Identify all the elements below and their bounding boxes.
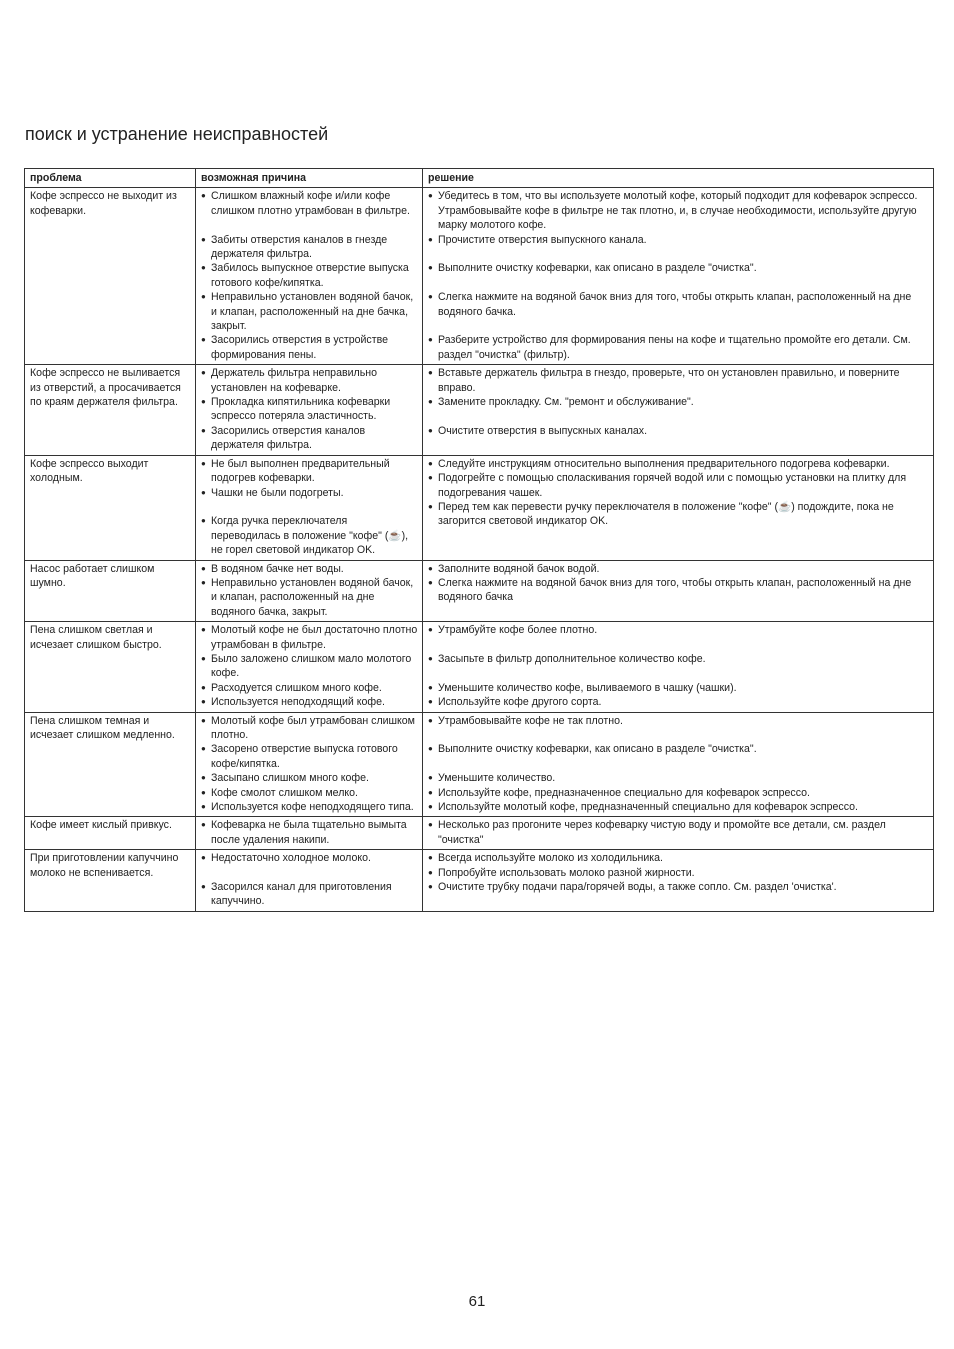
cause-item: ● В водяном бачке нет воды. (201, 562, 418, 576)
cause-cell (196, 622, 423, 712)
solution-item: ● Попробуйте использовать молоко разной жирности. (428, 866, 929, 880)
cause-item: ● Кофеварка не была тщательно вымыта после удаления накипи. (201, 818, 418, 847)
cause-item: ● Было заложено слишком мало молотого кофе. (201, 652, 418, 681)
cause-item: ● Используется кофе неподходящего типа. (201, 800, 418, 814)
cause-item: ● Слишком влажный кофе и/или кофе слишком плотно утрамбован в фильтре. (201, 189, 418, 218)
cause-item: ● Не был выполнен предварительный подогрев кофеварки. (201, 457, 418, 486)
cause-item: ● Засорился канал для приготовления капуччино. (201, 880, 418, 909)
solution-item: ● Очистите отверстия в выпускных каналах. (428, 424, 929, 438)
cause-cell (196, 817, 423, 850)
solution-item: ● Заполните водяной бачок водой. (428, 562, 929, 576)
table-row (25, 560, 934, 622)
cause-item: ● Молотый кофе не был достаточно плотно утрамбован в фильтре. (201, 623, 418, 652)
table-row (25, 188, 934, 365)
cause-item: ● Кофе смолот слишком мелко. (201, 786, 418, 800)
cause-item: ● Когда ручка переключателя переводилась в положение "кофе" (☕), не горел световой индикатор OK. (201, 514, 418, 557)
problem-cell: Пена слишком темная и исчезает слишком медленно. (25, 712, 196, 817)
cause-item: ● Засорились отверстия каналов держателя фильтра. (201, 424, 418, 453)
solution-item: ● Вставьте держатель фильтра в гнездо, проверьте, что он установлен правильно, и поверните вправо. (428, 366, 929, 395)
solution-cell (423, 188, 934, 365)
table-row (25, 622, 934, 712)
solution-cell (423, 850, 934, 912)
cause-item: ● Чашки не были подогреты. (201, 486, 418, 500)
cause-cell (196, 560, 423, 622)
solution-item: ● Прочистите отверстия выпускного канала. (428, 233, 929, 247)
solution-item: ● Утрамбуйте кофе более плотно. (428, 623, 929, 637)
solution-cell (423, 817, 934, 850)
cause-item: ● Неправильно установлен водяной бачок, и клапан, расположенный на дне водяного бачка, закрыт. (201, 576, 418, 619)
cause-cell (196, 188, 423, 365)
column-header-solution: решение (423, 169, 934, 188)
solution-item: ● Уменьшите количество. (428, 771, 929, 785)
cause-cell (196, 850, 423, 912)
problem-cell: Насос работает слишком шумно. (25, 560, 196, 622)
table-row (25, 365, 934, 455)
solution-item: ● Слегка нажмите на водяной бачок вниз для того, чтобы открыть клапан, расположенный на дне водяного бачка. (428, 290, 929, 319)
cause-cell (196, 712, 423, 817)
cause-item: ● Забиты отверстия каналов в гнезде держателя фильтра. (201, 233, 418, 262)
cause-item: ● Недостаточно холодное молоко. (201, 851, 418, 865)
column-header-problem: проблема (25, 169, 196, 188)
cause-item: ● Держатель фильтра неправильно установлен на кофеварке. (201, 366, 418, 395)
problem-cell: Кофе эспрессо не выливается из отверстий, а просачивается по краям держателя фильтра. (25, 365, 196, 455)
problem-cell: Кофе эспрессо не выходит из кофеварки. (25, 188, 196, 365)
solution-item: ● Выполните очистку кофеварки, как описано в разделе "очистка". (428, 742, 929, 756)
cause-item: ● Забилось выпускное отверстие выпуска готового кофе/кипятка. (201, 261, 418, 290)
solution-item: ● Утрамбовывайте кофе не так плотно. (428, 714, 929, 728)
solution-item: ● Перед тем как перевести ручку переключателя в положение "кофе" (☕) подождите, пока не загорится световой индикатор OK. (428, 500, 929, 529)
table-row (25, 455, 934, 560)
solution-item: ● Слегка нажмите на водяной бачок вниз для того, чтобы открыть клапан, расположенный на дне водяного бачка (428, 576, 929, 605)
solution-cell (423, 560, 934, 622)
problem-cell: Кофе эспрессо выходит холодным. (25, 455, 196, 560)
cause-item: ● Расходуется слишком много кофе. (201, 681, 418, 695)
cause-item: ● Засыпано слишком много кофе. (201, 771, 418, 785)
cause-item: ● Засорились отверстия в устройстве формирования пены. (201, 333, 418, 362)
column-header-cause: возможная причина (196, 169, 423, 188)
table-header-row (25, 169, 934, 188)
solution-item: ● Убедитесь в том, что вы используете молотый кофе, который подходит для кофеварок эспрессо. Утрамбовывайте кофе в фильтре не так плотно, и, в случае необходимости, используйте другую марку молотого кофе. (428, 189, 929, 232)
solution-item: ● Подогрейте с помощью споласкивания горячей водой или с помощью установки на плитку для подогревания чашек. (428, 471, 929, 500)
page-number: 61 (468, 1293, 486, 1310)
solution-cell (423, 455, 934, 560)
solution-item: ● Следуйте инструкциям относительно выполнения предварительного подогрева кофеварки. (428, 457, 929, 471)
cause-item: ● Засорено отверстие выпуска готового кофе/кипятка. (201, 742, 418, 771)
problem-cell: Пена слишком светлая и исчезает слишком быстро. (25, 622, 196, 712)
cause-item: ● Прокладка кипятильника кофеварки эспрессо потеряла эластичность. (201, 395, 418, 424)
solution-item: ● Выполните очистку кофеварки, как описано в разделе "очистка". (428, 261, 929, 275)
solution-item: ● Несколько раз прогоните через кофеварку чистую воду и промойте все детали, см. раздел "очистка" (428, 818, 929, 847)
solution-cell (423, 712, 934, 817)
solution-item: ● Используйте кофе другого сорта. (428, 695, 929, 709)
solution-item: ● Разберите устройство для формирования пены на кофе и тщательно промойте его детали. См. раздел "очистка" (фильтр). (428, 333, 929, 362)
solution-item: ● Уменьшите количество кофе, выливаемого в чашку (чашки). (428, 681, 929, 695)
table-row (25, 817, 934, 850)
page-title: поиск и устранение неисправностей (25, 124, 329, 144)
solution-item: ● Всегда используйте молоко из холодильника. (428, 851, 929, 865)
solution-item: ● Очистите трубку подачи пара/горячей воды, а также сопло. См. раздел 'очистка'. (428, 880, 929, 894)
cause-item: ● Молотый кофе был утрамбован слишком плотно. (201, 714, 418, 743)
table-row (25, 850, 934, 912)
problem-cell: Кофе имеет кислый привкус. (25, 817, 196, 850)
solution-cell (423, 365, 934, 455)
solution-cell (423, 622, 934, 712)
problem-cell: При приготовлении капуччино молоко не вспенивается. (25, 850, 196, 912)
solution-item: ● Замените прокладку. См. "ремонт и обслуживание". (428, 395, 929, 409)
cause-cell (196, 365, 423, 455)
cause-item: ● Неправильно установлен водяной бачок, и клапан, расположенный на дне бачка, закрыт. (201, 290, 418, 333)
solution-item: ● Используйте кофе, предназначенное специально для кофеварок эспрессо. (428, 786, 929, 800)
solution-item: ● Используйте молотый кофе, предназначенный специально для кофеварок эспрессо. (428, 800, 929, 814)
table-row (25, 712, 934, 817)
troubleshooting-table (24, 168, 934, 912)
cause-item: ● Используется неподходящий кофе. (201, 695, 418, 709)
cause-cell (196, 455, 423, 560)
solution-item: ● Засыпьте в фильтр дополнительное количество кофе. (428, 652, 929, 666)
